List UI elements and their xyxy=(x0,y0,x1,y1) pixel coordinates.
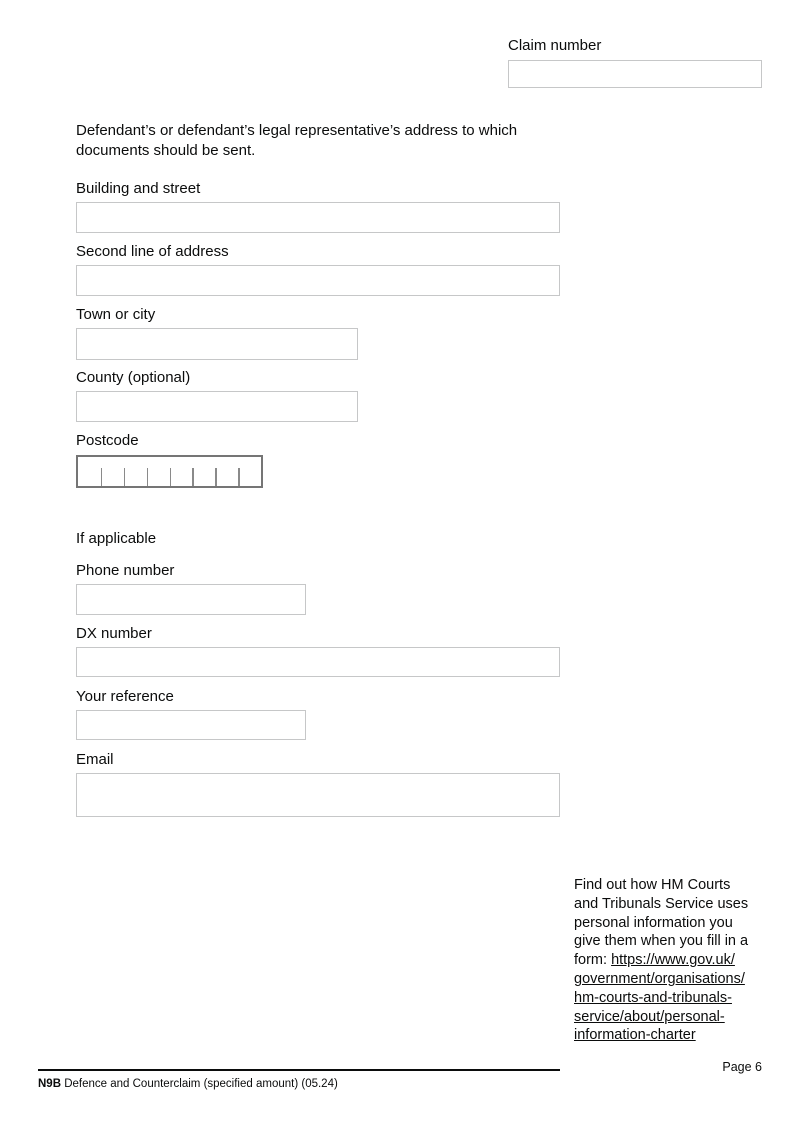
email-input[interactable] xyxy=(76,773,560,817)
privacy-charter-link[interactable]: https://www.gov.uk/ xyxy=(611,952,735,969)
town-city-input[interactable] xyxy=(76,328,358,360)
building-street-input[interactable] xyxy=(76,202,560,233)
dx-number-input[interactable] xyxy=(76,647,560,677)
email-label: Email xyxy=(76,751,114,768)
building-street-label: Building and street xyxy=(76,180,201,197)
phone-field xyxy=(76,562,306,615)
second-line-input[interactable] xyxy=(76,265,560,296)
claim-number-field xyxy=(508,37,762,88)
dx-number-label: DX number xyxy=(76,625,152,642)
county-field xyxy=(76,369,358,422)
dx-number-field xyxy=(76,625,560,677)
if-applicable-heading: If applicable xyxy=(76,530,157,547)
your-reference-input[interactable] xyxy=(76,710,306,740)
privacy-note-line: personal information you xyxy=(574,914,733,931)
privacy-note-line xyxy=(574,989,774,1008)
phone-label: Phone number xyxy=(76,562,175,579)
postcode-cell-divider xyxy=(170,468,172,486)
postcode-cell-divider xyxy=(101,468,103,486)
town-city-field xyxy=(76,306,358,360)
second-line-field xyxy=(76,243,560,296)
phone-input[interactable] xyxy=(76,584,306,615)
footer-divider xyxy=(38,1069,560,1071)
privacy-note-line: and Tribunals Service uses xyxy=(574,895,749,912)
postcode-cell-divider xyxy=(215,468,217,486)
claim-number-label: Claim number xyxy=(508,37,602,54)
postcode-cell-divider xyxy=(192,468,194,486)
your-reference-label: Your reference xyxy=(76,688,174,705)
privacy-note-line xyxy=(574,970,774,989)
email-field xyxy=(76,751,560,817)
county-label: County (optional) xyxy=(76,369,191,386)
form-reference xyxy=(38,1077,338,1091)
postcode-cell-divider xyxy=(124,468,126,486)
town-city-label: Town or city xyxy=(76,306,156,323)
your-reference-field xyxy=(76,688,306,740)
privacy-note xyxy=(574,876,774,1045)
privacy-note-line: give them when you fill in a xyxy=(574,933,749,950)
building-street-field xyxy=(76,180,560,233)
postcode-input[interactable] xyxy=(76,455,263,488)
postcode-cell-divider xyxy=(238,468,240,486)
privacy-note-line xyxy=(574,1008,774,1027)
claim-number-input[interactable] xyxy=(508,60,762,88)
privacy-note-line: Find out how HM Courts xyxy=(574,877,731,893)
postcode-cell-divider xyxy=(147,468,149,486)
postcode-label: Postcode xyxy=(76,432,139,449)
county-input[interactable] xyxy=(76,391,358,422)
form-title: Defence and Counterclaim (specified amount) (05.24) xyxy=(61,1078,338,1090)
privacy-charter-link[interactable]: information-charter xyxy=(574,1027,696,1044)
privacy-note-line xyxy=(574,1026,774,1045)
page-number: Page 6 xyxy=(722,1060,762,1074)
privacy-charter-link[interactable]: service/about/personal- xyxy=(574,1008,725,1025)
privacy-charter-link[interactable]: hm-courts-and-tribunals- xyxy=(574,989,732,1006)
address-intro-text: Defendant’s or defendant’s legal representative’s address to which documents should be sent. xyxy=(76,122,518,159)
privacy-note-line: form: https://www.gov.uk/ xyxy=(574,952,735,969)
form-code: N9B xyxy=(38,1078,62,1090)
privacy-charter-link[interactable]: government/organisations/ xyxy=(574,970,745,987)
second-line-label: Second line of address xyxy=(76,243,229,260)
postcode-field xyxy=(76,432,263,488)
